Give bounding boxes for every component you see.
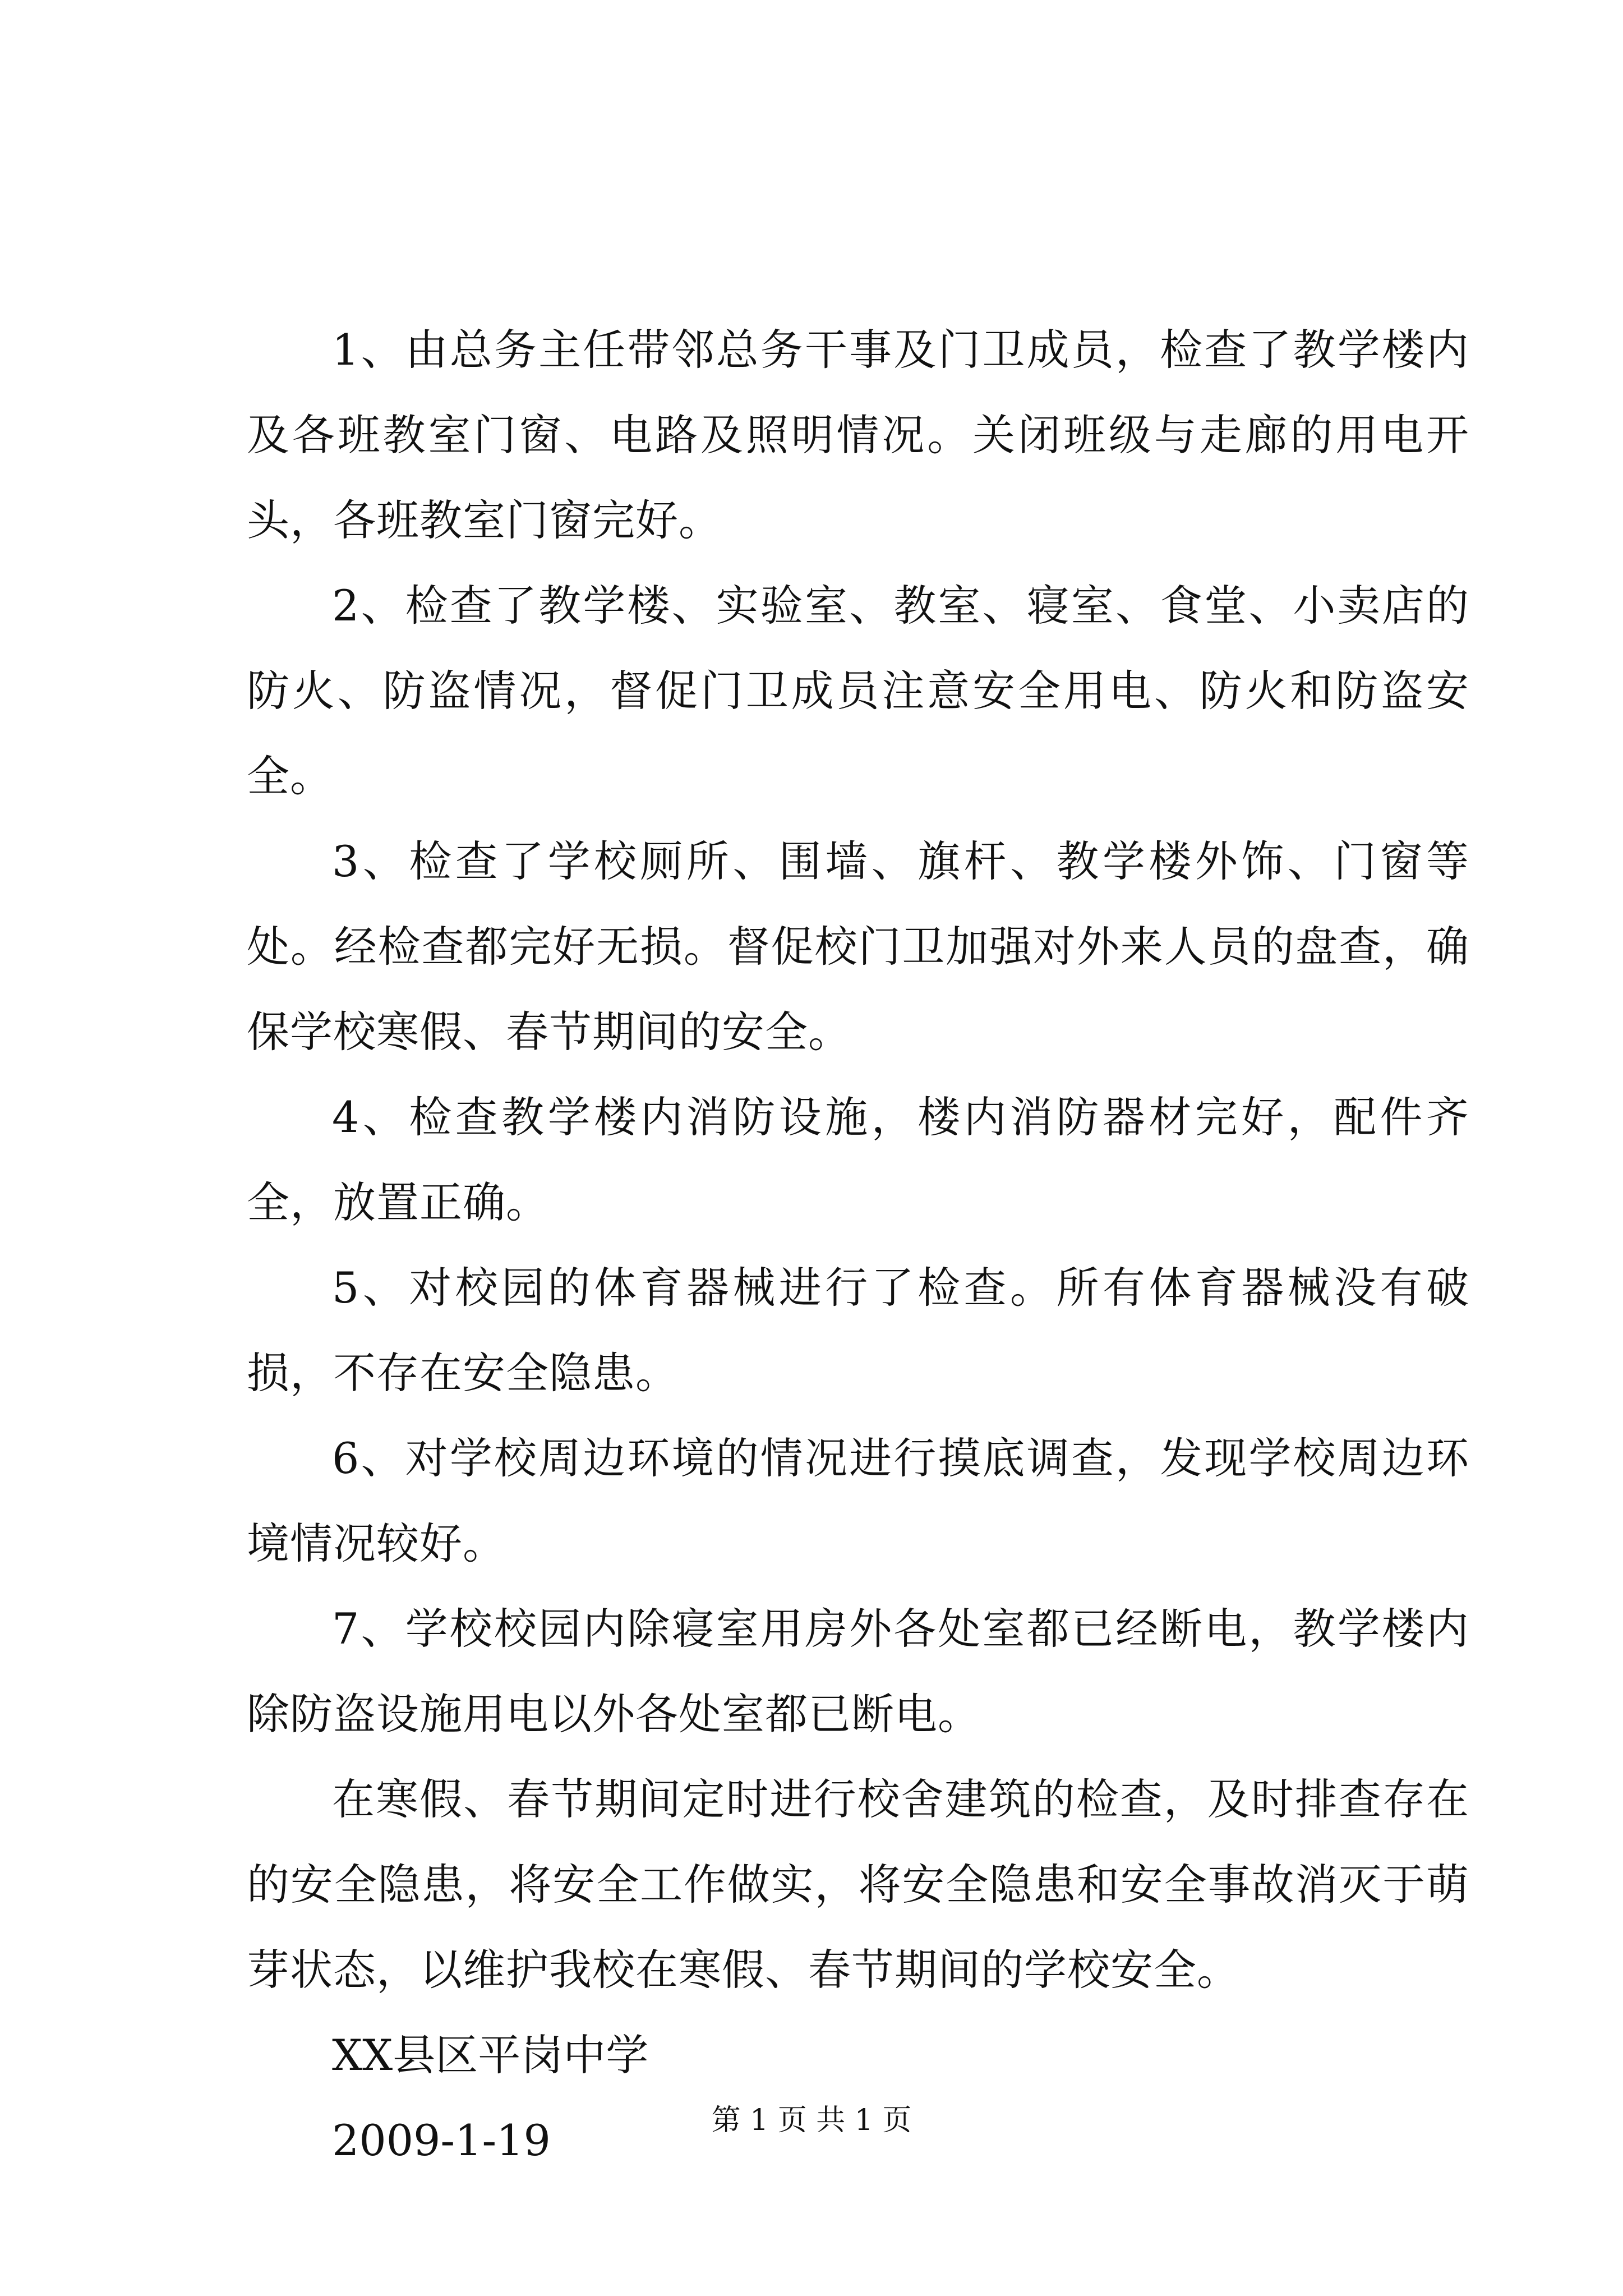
document-body <box>247 307 1469 2183</box>
paragraph-item-1: 1、由总务主任带邻总务干事及门卫成员，检查了教学楼内及各班教室门窗、电路及照明情况。关闭班级与走廊的用电开头，各班教室门窗完好。 <box>247 325 1469 545</box>
paragraph-item-6: 6、对学校周边环境的情况进行摸底调查，发现学校周边环境情况较好。 <box>247 1433 1469 1568</box>
signature-date: 2009-1-19 <box>332 2115 551 2165</box>
paragraph-item-3: 3、检查了学校厕所、围墙、旗杆、教学楼外饰、门窗等处。经检查都完好无损。督促校门卫加强对外来人员的盘查，确保学校寒假、春节期间的安全。 <box>247 836 1469 1057</box>
page-number-label: 第 1 页 共 1 页 <box>711 2104 912 2137</box>
page-footer <box>0 2101 1623 2140</box>
paragraph-conclusion: 在寒假、春节期间定时进行校舍建筑的检查，及时排查存在的安全隐患，将安全工作做实，将安全隐患和安全事故消灭于萌芽状态，以维护我校在寒假、春节期间的学校安全。 <box>247 1774 1469 1995</box>
paragraph-item-5: 5、对校园的体育器械进行了检查。所有体育器械没有破损，不存在安全隐患。 <box>247 1263 1469 1398</box>
paragraph-item-7: 7、学校校园内除寝室用房外各处室都已经断电，教学楼内除防盗设施用电以外各处室都已断电。 <box>247 1604 1469 1739</box>
paragraph-item-4: 4、检查教学楼内消防设施，楼内消防器材完好，配件齐全，放置正确。 <box>247 1092 1469 1227</box>
signature-school: XX县区平岗中学 <box>332 2030 649 2080</box>
paragraph-item-2: 2、检查了教学楼、实验室、教室、寝室、食堂、小卖店的防火、防盗情况，督促门卫成员注意安全用电、防火和防盗安全。 <box>247 581 1469 801</box>
